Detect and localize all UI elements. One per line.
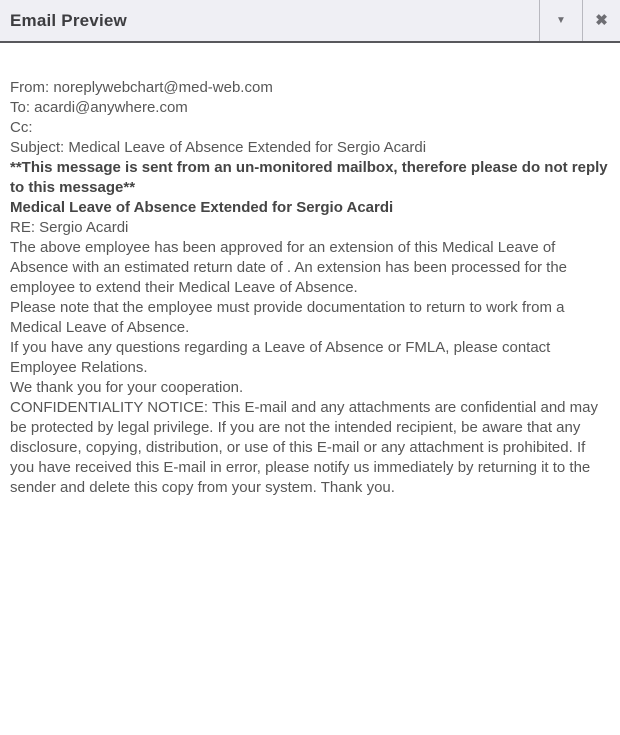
body-paragraph-approval: The above employee has been approved for an extension of this Medical Leave of Absence with an estimated return date of . An extension has been processed for the employee to extend their Medical Leave of Absence. <box>10 239 568 296</box>
email-header-block <box>10 78 611 158</box>
email-body-heading: Medical Leave of Absence Extended for Sergio Acardi <box>10 199 394 216</box>
email-header-to: To: acardi@anywhere.com <box>10 99 188 116</box>
close-icon: ✖ <box>595 12 608 29</box>
unmonitored-mailbox-warning: **This message is sent from an un-monitored mailbox, therefore please do not reply to this message** <box>10 159 608 196</box>
confidentiality-notice: CONFIDENTIALITY NOTICE: This E-mail and any attachments are confidential and may be protected by legal privilege. If you are not the intended recipient, be aware that any disclosure, copying, distribution, or use of this E-mail or any attachment is prohibited. If you have received this E-mail in error, please notify us immediately by returning it to the sender and delete this copy from your system. Thank you. <box>10 399 599 496</box>
close-button[interactable] <box>582 0 620 41</box>
email-header-cc: Cc: <box>10 119 33 136</box>
re-line: RE: Sergio Acardi <box>10 219 129 236</box>
body-paragraph-thanks: We thank you for your cooperation. <box>10 379 244 396</box>
email-header-from: From: noreplywebchart@med-web.com <box>10 79 273 96</box>
chevron-down-icon: ▼ <box>556 14 566 26</box>
email-preview-content <box>0 43 620 498</box>
collapse-button[interactable] <box>539 0 582 41</box>
email-header-subject: Subject: Medical Leave of Absence Extended for Sergio Acardi <box>10 139 427 156</box>
body-paragraph-questions: If you have any questions regarding a Leave of Absence or FMLA, please contact Employee Relations. <box>10 339 551 376</box>
dialog-title: Email Preview <box>10 10 127 30</box>
dialog-titlebar <box>0 0 620 43</box>
body-paragraph-documentation: Please note that the employee must provide documentation to return to work from a Medical Leave of Absence. <box>10 299 565 336</box>
